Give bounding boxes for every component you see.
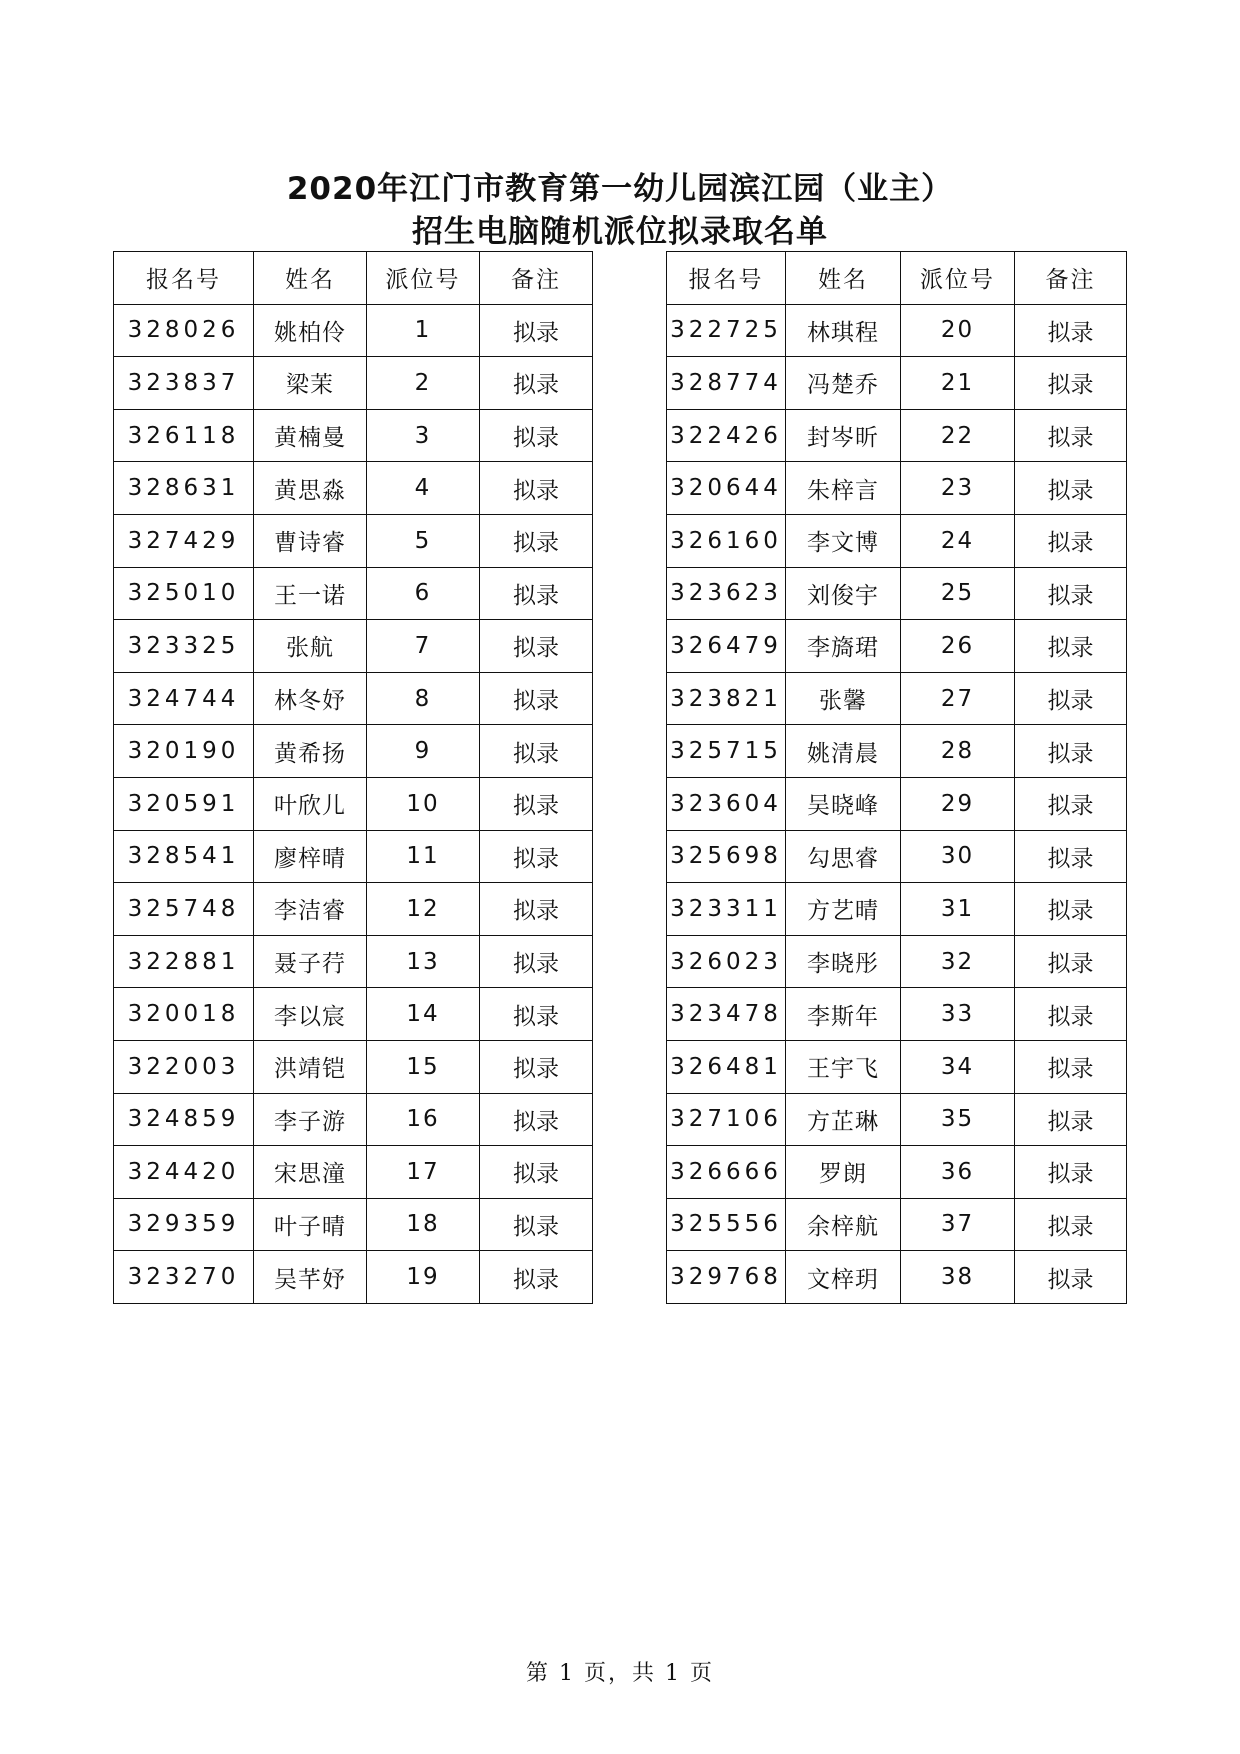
lottery-no-cell: 22 [901, 409, 1015, 462]
student-name-cell: 余梓航 [786, 1198, 901, 1251]
registration-no-cell: 328631 [114, 462, 254, 515]
table-row [667, 1251, 1127, 1304]
lottery-no-cell: 8 [367, 672, 480, 725]
remark-cell: 拟录 [1015, 988, 1127, 1041]
remark-cell: 拟录 [480, 988, 593, 1041]
student-name-cell: 方艺晴 [786, 883, 901, 936]
table-row [114, 514, 593, 567]
page-title-line1: 2020年江门市教育第一幼儿园滨江园（业主） [286, 171, 954, 207]
registration-no-cell: 323478 [667, 988, 786, 1041]
lottery-no-cell: 5 [367, 514, 480, 567]
student-name-cell: 黄希扬 [254, 725, 367, 778]
lottery-no-cell: 35 [901, 1093, 1015, 1146]
table-row [667, 988, 1127, 1041]
remark-cell: 拟录 [480, 620, 593, 673]
table-row [667, 1198, 1127, 1251]
table-row [667, 1093, 1127, 1146]
student-name-cell: 吴芊妤 [254, 1251, 367, 1304]
remark-cell: 拟录 [1015, 1251, 1127, 1304]
remark-cell: 拟录 [480, 409, 593, 462]
table-row [114, 1040, 593, 1093]
registration-no-cell: 328026 [114, 304, 254, 357]
lottery-no-cell: 27 [901, 672, 1015, 725]
lottery-no-cell: 16 [367, 1093, 480, 1146]
lottery-no-cell: 26 [901, 620, 1015, 673]
header-lottery-no: 派位号 [367, 252, 480, 305]
lottery-no-cell: 38 [901, 1251, 1015, 1304]
student-name-cell: 姚清晨 [786, 725, 901, 778]
remark-cell: 拟录 [1015, 304, 1127, 357]
table-body-right [667, 304, 1127, 1303]
table-row [114, 1198, 593, 1251]
table-row [114, 1146, 593, 1199]
remark-cell: 拟录 [1015, 462, 1127, 515]
lottery-no-cell: 3 [367, 409, 480, 462]
table-row [114, 357, 593, 410]
student-name-cell: 李子游 [254, 1093, 367, 1146]
table-row [114, 672, 593, 725]
remark-cell: 拟录 [480, 567, 593, 620]
lottery-no-cell: 2 [367, 357, 480, 410]
student-name-cell: 聂子荇 [254, 935, 367, 988]
remark-cell: 拟录 [1015, 1146, 1127, 1199]
registration-no-cell: 322426 [667, 409, 786, 462]
student-name-cell: 王一诺 [254, 567, 367, 620]
student-name-cell: 叶子晴 [254, 1198, 367, 1251]
table-row [114, 304, 593, 357]
table-row [667, 1146, 1127, 1199]
student-name-cell: 叶欣儿 [254, 777, 367, 830]
student-name-cell: 朱梓言 [786, 462, 901, 515]
table-row [667, 620, 1127, 673]
registration-no-cell: 324420 [114, 1146, 254, 1199]
registration-no-cell: 322725 [667, 304, 786, 357]
remark-cell: 拟录 [480, 830, 593, 883]
student-name-cell: 文梓玥 [786, 1251, 901, 1304]
remark-cell: 拟录 [1015, 357, 1127, 410]
student-name-cell: 张航 [254, 620, 367, 673]
remark-cell: 拟录 [1015, 514, 1127, 567]
table-header-row [114, 252, 593, 305]
remark-cell: 拟录 [1015, 567, 1127, 620]
remark-cell: 拟录 [480, 672, 593, 725]
table-row [114, 988, 593, 1041]
lottery-no-cell: 28 [901, 725, 1015, 778]
lottery-no-cell: 7 [367, 620, 480, 673]
lottery-no-cell: 6 [367, 567, 480, 620]
student-name-cell: 黄思淼 [254, 462, 367, 515]
registration-no-cell: 320591 [114, 777, 254, 830]
lottery-no-cell: 24 [901, 514, 1015, 567]
lottery-no-cell: 21 [901, 357, 1015, 410]
lottery-no-cell: 19 [367, 1251, 480, 1304]
lottery-no-cell: 12 [367, 883, 480, 936]
lottery-no-cell: 36 [901, 1146, 1015, 1199]
student-name-cell: 黄楠曼 [254, 409, 367, 462]
lottery-no-cell: 11 [367, 830, 480, 883]
registration-no-cell: 329768 [667, 1251, 786, 1304]
header-name: 姓名 [254, 252, 367, 305]
student-name-cell: 曹诗睿 [254, 514, 367, 567]
registration-no-cell: 323837 [114, 357, 254, 410]
remark-cell: 拟录 [1015, 830, 1127, 883]
remark-cell: 拟录 [480, 1198, 593, 1251]
table-row [667, 567, 1127, 620]
registration-no-cell: 325698 [667, 830, 786, 883]
remark-cell: 拟录 [1015, 935, 1127, 988]
remark-cell: 拟录 [1015, 725, 1127, 778]
remark-cell: 拟录 [480, 462, 593, 515]
remark-cell: 拟录 [1015, 620, 1127, 673]
remark-cell: 拟录 [480, 1093, 593, 1146]
remark-cell: 拟录 [1015, 409, 1127, 462]
table-row [667, 357, 1127, 410]
table-row [114, 409, 593, 462]
table-row [667, 725, 1127, 778]
lottery-no-cell: 33 [901, 988, 1015, 1041]
lottery-no-cell: 9 [367, 725, 480, 778]
remark-cell: 拟录 [480, 935, 593, 988]
table-row [667, 1040, 1127, 1093]
lottery-no-cell: 31 [901, 883, 1015, 936]
table-header-row [667, 252, 1127, 305]
registration-no-cell: 326481 [667, 1040, 786, 1093]
student-name-cell: 刘俊宇 [786, 567, 901, 620]
registration-no-cell: 324744 [114, 672, 254, 725]
registration-no-cell: 326479 [667, 620, 786, 673]
remark-cell: 拟录 [480, 304, 593, 357]
table-row [667, 672, 1127, 725]
registration-no-cell: 325748 [114, 883, 254, 936]
student-name-cell: 李洁睿 [254, 883, 367, 936]
lottery-no-cell: 13 [367, 935, 480, 988]
lottery-no-cell: 18 [367, 1198, 480, 1251]
remark-cell: 拟录 [480, 1251, 593, 1304]
table-row [114, 462, 593, 515]
lottery-no-cell: 10 [367, 777, 480, 830]
lottery-no-cell: 1 [367, 304, 480, 357]
table-row [667, 935, 1127, 988]
student-name-cell: 冯楚乔 [786, 357, 901, 410]
student-name-cell: 王宇飞 [786, 1040, 901, 1093]
lottery-no-cell: 4 [367, 462, 480, 515]
registration-no-cell: 322003 [114, 1040, 254, 1093]
lottery-no-cell: 32 [901, 935, 1015, 988]
registration-no-cell: 326023 [667, 935, 786, 988]
student-name-cell: 廖梓晴 [254, 830, 367, 883]
student-name-cell: 洪靖铠 [254, 1040, 367, 1093]
remark-cell: 拟录 [480, 357, 593, 410]
remark-cell: 拟录 [480, 883, 593, 936]
table-row [114, 935, 593, 988]
student-name-cell: 封岑昕 [786, 409, 901, 462]
page-title-line2: 招生电脑随机派位拟录取名单 [412, 214, 828, 250]
header-name: 姓名 [786, 252, 901, 305]
student-name-cell: 方芷琳 [786, 1093, 901, 1146]
table-row [667, 883, 1127, 936]
student-name-cell: 林琪程 [786, 304, 901, 357]
lottery-no-cell: 30 [901, 830, 1015, 883]
registration-no-cell: 325715 [667, 725, 786, 778]
registration-no-cell: 320644 [667, 462, 786, 515]
header-remark: 备注 [1015, 252, 1127, 305]
registration-no-cell: 323311 [667, 883, 786, 936]
admission-table-left [113, 251, 593, 1304]
remark-cell: 拟录 [480, 725, 593, 778]
table-body-left [114, 304, 593, 1303]
remark-cell: 拟录 [480, 1146, 593, 1199]
table-row [114, 883, 593, 936]
registration-no-cell: 323604 [667, 777, 786, 830]
table-row [114, 1251, 593, 1304]
student-name-cell: 姚柏伶 [254, 304, 367, 357]
remark-cell: 拟录 [480, 514, 593, 567]
table-row [114, 1093, 593, 1146]
remark-cell: 拟录 [1015, 1198, 1127, 1251]
table-row [667, 304, 1127, 357]
student-name-cell: 李文博 [786, 514, 901, 567]
student-name-cell: 李旖珺 [786, 620, 901, 673]
lottery-no-cell: 20 [901, 304, 1015, 357]
registration-no-cell: 329359 [114, 1198, 254, 1251]
header-registration-no: 报名号 [667, 252, 786, 305]
registration-no-cell: 327106 [667, 1093, 786, 1146]
remark-cell: 拟录 [480, 1040, 593, 1093]
remark-cell: 拟录 [480, 777, 593, 830]
lottery-no-cell: 15 [367, 1040, 480, 1093]
registration-no-cell: 326160 [667, 514, 786, 567]
registration-no-cell: 320190 [114, 725, 254, 778]
registration-no-cell: 326666 [667, 1146, 786, 1199]
student-name-cell: 勾思睿 [786, 830, 901, 883]
lottery-no-cell: 29 [901, 777, 1015, 830]
lottery-no-cell: 37 [901, 1198, 1015, 1251]
lottery-no-cell: 23 [901, 462, 1015, 515]
student-name-cell: 罗朗 [786, 1146, 901, 1199]
registration-no-cell: 327429 [114, 514, 254, 567]
registration-no-cell: 323821 [667, 672, 786, 725]
remark-cell: 拟录 [1015, 883, 1127, 936]
remark-cell: 拟录 [1015, 777, 1127, 830]
student-name-cell: 宋思潼 [254, 1146, 367, 1199]
admission-table-right [666, 251, 1127, 1304]
student-name-cell: 李斯年 [786, 988, 901, 1041]
table-row [667, 462, 1127, 515]
table-row [114, 567, 593, 620]
header-registration-no: 报名号 [114, 252, 254, 305]
remark-cell: 拟录 [1015, 672, 1127, 725]
remark-cell: 拟录 [1015, 1040, 1127, 1093]
table-row [667, 409, 1127, 462]
header-remark: 备注 [480, 252, 593, 305]
registration-no-cell: 325010 [114, 567, 254, 620]
registration-no-cell: 323623 [667, 567, 786, 620]
student-name-cell: 梁茉 [254, 357, 367, 410]
table-row [667, 514, 1127, 567]
lottery-no-cell: 17 [367, 1146, 480, 1199]
table-row [667, 830, 1127, 883]
registration-no-cell: 324859 [114, 1093, 254, 1146]
registration-no-cell: 325556 [667, 1198, 786, 1251]
table-row [114, 725, 593, 778]
registration-no-cell: 326118 [114, 409, 254, 462]
registration-no-cell: 328774 [667, 357, 786, 410]
registration-no-cell: 322881 [114, 935, 254, 988]
registration-no-cell: 323270 [114, 1251, 254, 1304]
lottery-no-cell: 25 [901, 567, 1015, 620]
page-footer: 第 1 页，共 1 页 [526, 1661, 714, 1686]
registration-no-cell: 328541 [114, 830, 254, 883]
remark-cell: 拟录 [1015, 1093, 1127, 1146]
table-row [114, 830, 593, 883]
header-lottery-no: 派位号 [901, 252, 1015, 305]
lottery-no-cell: 34 [901, 1040, 1015, 1093]
table-row [667, 777, 1127, 830]
student-name-cell: 张馨 [786, 672, 901, 725]
student-name-cell: 吴晓峰 [786, 777, 901, 830]
student-name-cell: 林冬妤 [254, 672, 367, 725]
student-name-cell: 李以宸 [254, 988, 367, 1041]
table-row [114, 777, 593, 830]
student-name-cell: 李晓彤 [786, 935, 901, 988]
table-row [114, 620, 593, 673]
registration-no-cell: 320018 [114, 988, 254, 1041]
lottery-no-cell: 14 [367, 988, 480, 1041]
registration-no-cell: 323325 [114, 620, 254, 673]
